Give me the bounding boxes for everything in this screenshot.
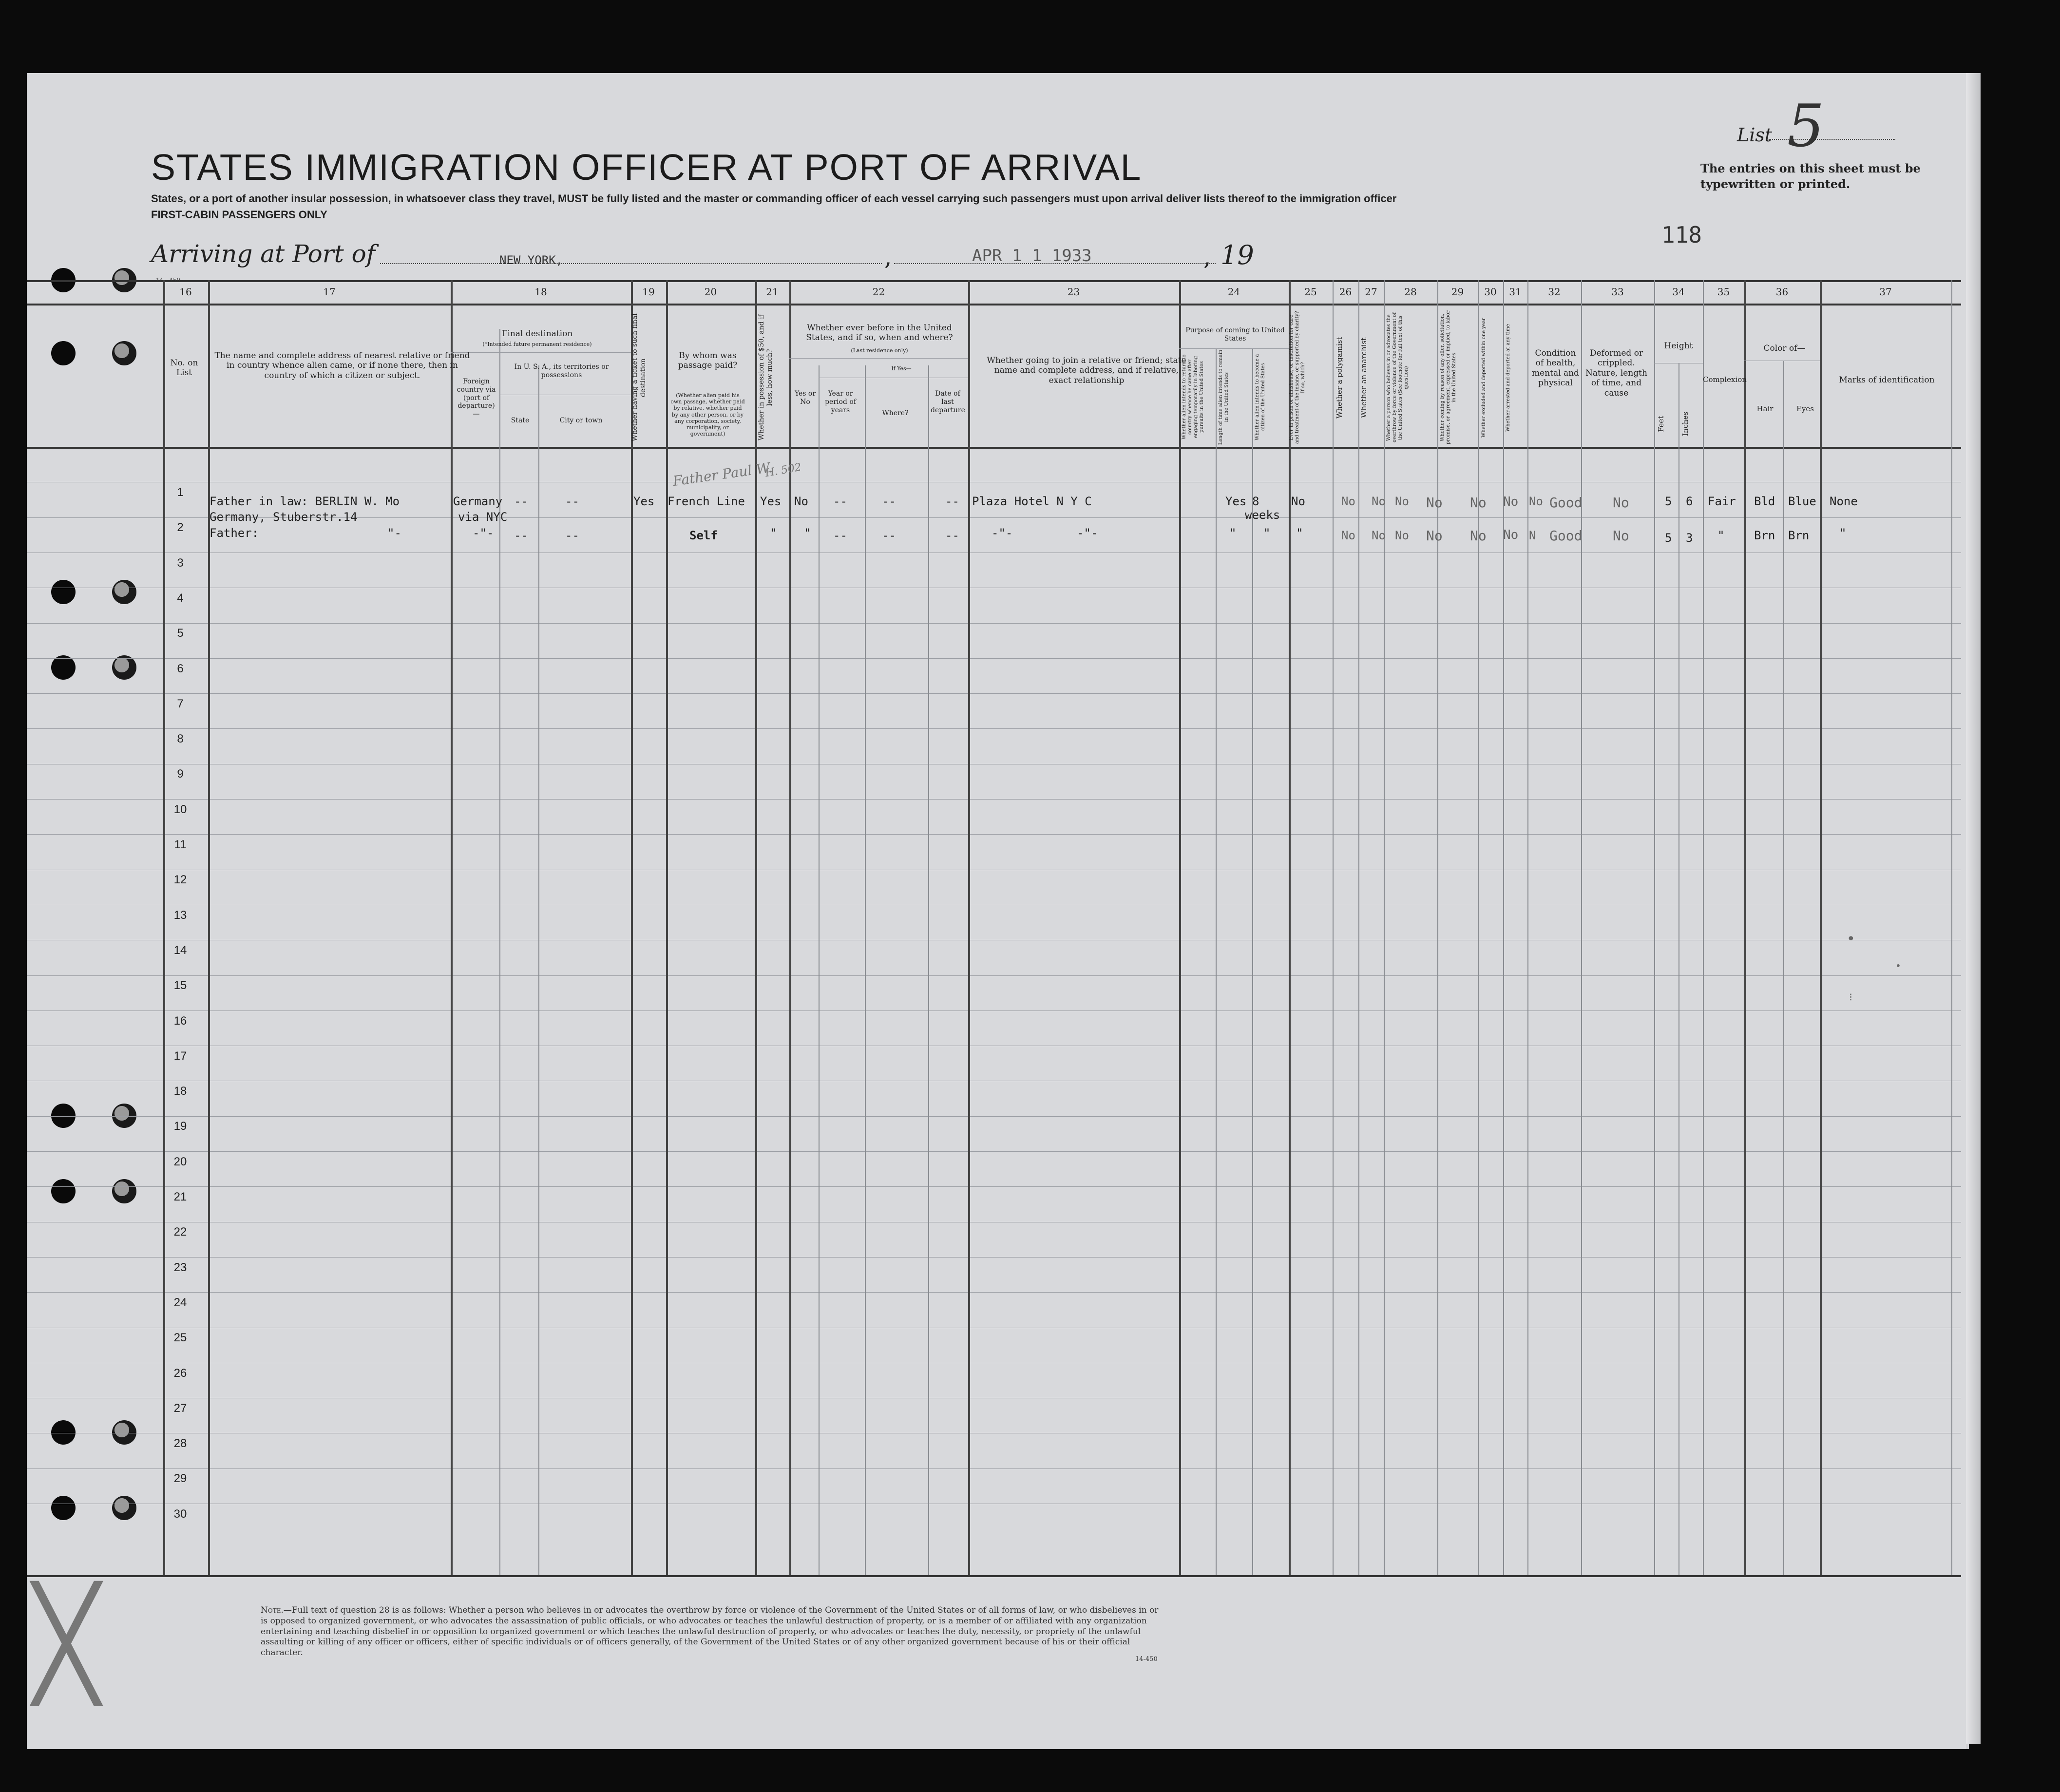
header-foreign-country: Foreign country via (port of departure)— bbox=[457, 378, 496, 419]
row2-anarchist: No bbox=[1395, 529, 1409, 542]
header-city: City or town bbox=[559, 417, 603, 424]
row-number: 9 bbox=[177, 767, 184, 781]
row-number: 24 bbox=[173, 1296, 187, 1309]
header-eyes: Eyes bbox=[1796, 404, 1814, 413]
row1-city: -- bbox=[565, 495, 579, 508]
row1-purpose-length: 8 bbox=[1252, 495, 1259, 508]
row2-passage-paid: Self bbox=[689, 529, 718, 542]
row2-join-relative-ditto: -"- bbox=[1077, 526, 1098, 540]
row-number: 4 bbox=[177, 591, 184, 605]
column-number: 22 bbox=[872, 286, 885, 298]
row-rule bbox=[27, 1292, 1961, 1293]
column-divider bbox=[208, 280, 210, 1575]
header-ever-before: Whether ever before in the United States, and if so, when and where? bbox=[806, 323, 953, 343]
row1-foreign-country: Germany bbox=[453, 495, 503, 508]
header-where: Where? bbox=[882, 409, 909, 417]
row1-relative-line2: Germany, Stuberstr.14 bbox=[210, 510, 358, 524]
handwritten-annotation-code: H. 502 bbox=[764, 461, 802, 480]
header-purpose-return: Whether alien intends to return to country whence he came after engaging temporarily in laboring pursuits in the United States bbox=[1182, 354, 1204, 440]
row-number: 19 bbox=[173, 1120, 187, 1133]
row2-health: Good bbox=[1549, 528, 1583, 544]
header-date-departure: Date of last departure bbox=[931, 390, 965, 414]
header-nearest-relative: The name and complete address of nearest relative or friend in country whence alien came, or if none there, then in country of which a citizen or subject. bbox=[214, 351, 470, 381]
column-divider bbox=[1384, 280, 1385, 1575]
page-title: STATES IMMIGRATION OFFICER AT PORT OF ARRIVAL bbox=[151, 147, 1142, 188]
row-number: 26 bbox=[173, 1366, 187, 1380]
header-polygamist: Whether a polygamist bbox=[1335, 337, 1344, 419]
header-feet: Feet bbox=[1657, 416, 1665, 432]
row-number: 1 bbox=[177, 486, 184, 499]
row-number: 25 bbox=[173, 1331, 187, 1345]
column-divider bbox=[1179, 280, 1181, 1575]
column-number: 28 bbox=[1404, 286, 1417, 298]
row2-deformed: No bbox=[1613, 528, 1629, 544]
header-no-on-list: No. on List bbox=[170, 358, 198, 378]
column-divider bbox=[1333, 280, 1334, 1575]
row-number: 20 bbox=[173, 1155, 187, 1168]
table-top-rule bbox=[27, 280, 1961, 282]
header-join-relative: Whether going to join a relative or friend; state name and complete address, and if relative, exact relationship bbox=[987, 356, 1186, 385]
sub-column-divider bbox=[538, 365, 539, 1575]
row-rule bbox=[27, 693, 1961, 694]
column-number: 33 bbox=[1611, 286, 1624, 298]
row1-height-feet: 5 bbox=[1665, 495, 1672, 508]
column-number: 19 bbox=[642, 286, 655, 298]
column-number: 27 bbox=[1365, 286, 1377, 298]
comma-separator: , bbox=[1203, 244, 1211, 271]
header-inches: Inches bbox=[1681, 411, 1690, 437]
table-bottom-rule bbox=[27, 1575, 1961, 1577]
column-divider bbox=[1289, 280, 1291, 1575]
column-number: 34 bbox=[1672, 286, 1685, 298]
comma-separator: , bbox=[884, 244, 892, 271]
row1-ever-before: No bbox=[794, 495, 808, 508]
header-offer: Whether coming by reason of any offer, solicitation, promise, or agreement, expressed or implied, to labor in the United States bbox=[1440, 310, 1457, 445]
footnote-head: Note. bbox=[261, 1605, 284, 1615]
row-rule bbox=[27, 1010, 1961, 1011]
row1-polygamist: No bbox=[1372, 495, 1386, 508]
row-number: 12 bbox=[173, 873, 187, 887]
row2-arrested: N bbox=[1529, 529, 1536, 542]
row1-eyes: Blue bbox=[1788, 495, 1816, 508]
row1-complexion: Fair bbox=[1708, 495, 1736, 508]
row-number: 29 bbox=[173, 1472, 187, 1486]
row-rule bbox=[27, 834, 1961, 835]
row-rule bbox=[27, 1468, 1961, 1469]
page-number: 118 bbox=[1661, 222, 1702, 248]
header-purpose-citizen: Whether alien intends to become a citizen of the United States bbox=[1255, 354, 1266, 440]
row-number: 11 bbox=[174, 838, 187, 851]
column-divider bbox=[1358, 280, 1359, 1575]
header-in-usa: In U. S. A., its territories or possessions bbox=[514, 363, 609, 379]
footnote bbox=[261, 1605, 1167, 1659]
column-divider bbox=[163, 280, 165, 1575]
column-divider bbox=[1951, 280, 1952, 1575]
row-rule bbox=[27, 799, 1961, 800]
row1-prison: No bbox=[1341, 495, 1355, 508]
header-ticket: Whether having a ticket to such final destination bbox=[631, 313, 647, 442]
column-number-rule bbox=[27, 304, 1961, 305]
header-anarchist: Whether an anarchist bbox=[1359, 337, 1368, 418]
row-number: 10 bbox=[173, 802, 187, 816]
row-number: 23 bbox=[173, 1260, 187, 1274]
column-number: 32 bbox=[1548, 286, 1561, 298]
column-divider bbox=[968, 280, 970, 1575]
row-number: 18 bbox=[173, 1085, 187, 1098]
column-divider bbox=[631, 280, 633, 1575]
row2-where: -- bbox=[882, 529, 896, 542]
row-number: 3 bbox=[177, 556, 184, 570]
column-number: 30 bbox=[1484, 286, 1497, 298]
column-divider bbox=[1478, 280, 1479, 1575]
row-number: 13 bbox=[173, 908, 187, 922]
row2-complexion: " bbox=[1717, 529, 1725, 542]
row2-years: -- bbox=[833, 529, 847, 542]
row1-join-relative: Plaza Hotel N Y C bbox=[972, 495, 1092, 508]
stacked-page-edges bbox=[1966, 73, 1981, 1744]
list-number: 5 bbox=[1787, 93, 1825, 160]
row2-purpose-length: " bbox=[1263, 526, 1271, 540]
row2-relative: Father: bbox=[210, 526, 259, 540]
row-rule bbox=[27, 1151, 1961, 1152]
row2-height-inches: 3 bbox=[1686, 531, 1693, 545]
header-yes-no: Yes or No bbox=[794, 390, 816, 406]
row-rule bbox=[27, 728, 1961, 729]
subtitle-passenger-class: FIRST-CABIN PASSENGERS ONLY bbox=[151, 209, 327, 221]
header-complexion: Complexion bbox=[1703, 375, 1747, 384]
row-number: 15 bbox=[173, 979, 187, 992]
form-code: 14-450 bbox=[1135, 1656, 1158, 1663]
column-number: 21 bbox=[766, 286, 779, 298]
column-divider bbox=[1437, 280, 1438, 1575]
column-divider bbox=[1820, 280, 1822, 1575]
row1-money: Yes bbox=[760, 495, 782, 508]
row2-date-departure: -- bbox=[945, 529, 959, 542]
row2-purpose-citizen: " bbox=[1296, 526, 1303, 540]
list-label: List bbox=[1737, 124, 1773, 146]
row1-deformed: No bbox=[1613, 495, 1629, 511]
row1-where: -- bbox=[882, 495, 896, 508]
header-sub-rule bbox=[789, 358, 968, 359]
row-number: 28 bbox=[173, 1437, 187, 1450]
header-arrested: Whether arrested and deported at any time bbox=[1506, 324, 1511, 432]
header-passage-paid: By whom was passage paid? bbox=[678, 351, 738, 371]
row-number: 17 bbox=[173, 1049, 187, 1063]
sub-column-divider bbox=[1783, 361, 1784, 1575]
header-prison: Ever in prison or almshouse, or institution for care and treatment of the insane, or supported by charity? If so, which? bbox=[1289, 311, 1306, 444]
column-number: 16 bbox=[179, 286, 192, 298]
header-excluded: Whether excluded and deported within one year bbox=[1481, 318, 1487, 438]
row1-hair: Bld bbox=[1754, 495, 1775, 508]
row1-relative-line1: Father in law: BERLIN W. Mo bbox=[210, 495, 400, 508]
subtitle-instructions: States, or a port of another insular possession, in whatsoever class they travel, MUST be fully listed and the master or commanding officer of each vessel carrying such passengers must upon arrival deliver lists thereof to the immigration officer bbox=[151, 192, 1397, 205]
row-number: 5 bbox=[177, 627, 184, 640]
row-rule bbox=[27, 623, 1961, 624]
header-overthrow: Whether a person who believes in or advocates the overthrow by force or violence of the Government of the United States (See footnote for full text of this question) bbox=[1386, 312, 1409, 443]
row2-money: " bbox=[770, 526, 777, 540]
row1-anarchist: No bbox=[1395, 495, 1409, 508]
footnote-text: —Full text of question 28 is as follows: Whether a person who believes in or advocates the overthrow by force or violence of the Government of the United States or of all forms of law, or who disbelieves in or is opposed to organized government, or who advocates the assassination of public officials, or who advocates or teaches the unlawful destruction of property, or is a member of or affiliated with any organization entertaining and teaching disbelief in or opposition to organized government or which teaches the unlawful destruction of property, or who advocates or teaches the duty, necessity, or propriety of the unlawful assaulting or killing of any officer or officers, either of specific individuals or of officers generally, of the Government of the United States or of any other organized government because of his or their official character. bbox=[261, 1605, 1159, 1658]
row1-purpose-length-unit: weeks bbox=[1245, 508, 1280, 522]
header-purpose: Purpose of coming to United States bbox=[1185, 326, 1285, 343]
column-divider bbox=[666, 280, 668, 1575]
sub-column-divider bbox=[1216, 348, 1217, 1575]
row-rule bbox=[27, 1116, 1961, 1117]
smudge-mark: ⁝ bbox=[1849, 991, 1852, 1004]
column-divider bbox=[1503, 280, 1504, 1575]
header-marks: Marks of identification bbox=[1839, 375, 1935, 385]
header-hair: Hair bbox=[1756, 404, 1774, 413]
column-divider bbox=[1654, 280, 1655, 1575]
row2-relative-ditto: "- bbox=[387, 526, 401, 540]
header-state: State bbox=[511, 417, 530, 424]
handwritten-annotation: Father Paul W. bbox=[671, 459, 773, 490]
year-prefix: 19 bbox=[1221, 240, 1254, 270]
row-rule bbox=[27, 1257, 1961, 1258]
row-rule bbox=[27, 975, 1961, 976]
row-number: 22 bbox=[173, 1225, 187, 1239]
row2-prison: No bbox=[1341, 529, 1355, 542]
row1-height-inches: 6 bbox=[1686, 495, 1693, 508]
form-code-top: 14—450 bbox=[156, 277, 181, 284]
column-number: 37 bbox=[1879, 286, 1892, 298]
sub-column-divider bbox=[928, 365, 929, 1575]
row2-overthrow: No bbox=[1426, 528, 1443, 544]
column-number: 17 bbox=[323, 286, 336, 298]
column-number: 29 bbox=[1451, 286, 1464, 298]
column-divider bbox=[1744, 280, 1746, 1575]
row-rule bbox=[27, 1186, 1961, 1187]
row2-excluded: No bbox=[1503, 528, 1519, 542]
column-number: 26 bbox=[1339, 286, 1352, 298]
row-number: 2 bbox=[177, 521, 184, 534]
row-number: 8 bbox=[177, 732, 184, 746]
sub-column-divider bbox=[819, 365, 820, 1575]
header-health: Condition of health, mental and physical bbox=[1532, 348, 1579, 388]
header-bottom-rule bbox=[27, 447, 1961, 449]
typewritten-note: The entries on this sheet must be typewritten or printed. bbox=[1700, 161, 1921, 191]
row1-marks: None bbox=[1830, 495, 1858, 508]
column-number: 25 bbox=[1304, 286, 1317, 298]
row-number: 14 bbox=[173, 943, 187, 957]
row2-ever-before: " bbox=[804, 526, 811, 540]
row1-health: Good bbox=[1549, 495, 1583, 511]
header-deformed: Deformed or crippled. Nature, length of time, and cause bbox=[1585, 348, 1647, 398]
column-divider bbox=[1703, 280, 1704, 1575]
row2-city: -- bbox=[565, 529, 579, 542]
header-years: Year or period of years bbox=[825, 390, 856, 414]
row-rule bbox=[27, 658, 1961, 659]
row-number: 21 bbox=[173, 1190, 187, 1203]
port-underline bbox=[380, 263, 882, 264]
sub-column-divider bbox=[1252, 348, 1253, 1575]
port-value: NEW YORK, bbox=[499, 253, 563, 267]
column-number: 36 bbox=[1775, 286, 1789, 298]
row1-purpose-return: Yes bbox=[1225, 495, 1247, 508]
header-if-yes: If Yes— bbox=[891, 365, 912, 372]
row2-offer: No bbox=[1470, 528, 1487, 544]
row2-polygamist: No bbox=[1372, 529, 1386, 542]
row1-overthrow: No bbox=[1426, 495, 1443, 511]
column-number: 23 bbox=[1067, 286, 1080, 298]
manifest-table bbox=[27, 280, 1961, 1579]
sub-column-divider bbox=[865, 365, 866, 1575]
row1-excluded: No bbox=[1503, 495, 1519, 509]
column-number: 31 bbox=[1509, 286, 1522, 298]
row2-foreign-country: -"- bbox=[473, 526, 494, 540]
row1-arrested: No bbox=[1529, 495, 1543, 508]
row1-state: -- bbox=[514, 495, 528, 508]
header-fifty-dollars: Whether in possession of $50, and if less, how much? bbox=[758, 314, 774, 441]
port-label: Arriving at Port of bbox=[151, 240, 376, 268]
header-final-destination-sub: (*Intended future permanent residence) bbox=[482, 341, 592, 347]
row1-purpose-citizen: No bbox=[1291, 495, 1305, 508]
header-passage-paid-detail: (Whether alien paid his own passage, whether paid by relative, whether paid by any other person, or by any corporation, society, municipality, or government) bbox=[670, 392, 745, 438]
row-number: 16 bbox=[173, 1014, 187, 1028]
column-number: 35 bbox=[1717, 286, 1730, 298]
row-number: 30 bbox=[173, 1507, 187, 1521]
row-number: 6 bbox=[177, 662, 184, 675]
column-divider bbox=[1581, 280, 1582, 1575]
column-number: 18 bbox=[534, 286, 547, 298]
column-number: 24 bbox=[1227, 286, 1240, 298]
row2-purpose-return: " bbox=[1229, 526, 1237, 540]
row1-offer: No bbox=[1470, 495, 1487, 511]
header-final-destination: Final destination bbox=[501, 329, 573, 339]
smudge-mark: • bbox=[1847, 931, 1855, 948]
row2-marks: " bbox=[1839, 526, 1847, 540]
row2-hair: Brn bbox=[1754, 529, 1775, 542]
row1-date-departure: -- bbox=[945, 495, 959, 508]
row1-foreign-via: via NYC bbox=[458, 510, 508, 524]
row2-join-relative: -"- bbox=[992, 526, 1013, 540]
row1-ticket: Yes bbox=[633, 495, 655, 508]
header-color-of: Color of— bbox=[1763, 343, 1806, 353]
row1-years: -- bbox=[833, 495, 847, 508]
row2-height-feet: 5 bbox=[1665, 531, 1672, 545]
column-number: 20 bbox=[704, 286, 717, 298]
smudge-mark: • bbox=[1895, 960, 1901, 972]
row2-state: -- bbox=[514, 529, 528, 542]
header-purpose-length: Length of time alien intends to remain in the United States bbox=[1218, 349, 1229, 445]
row-number: 7 bbox=[177, 697, 184, 710]
handwritten-x-mark: ╳ bbox=[34, 1581, 99, 1706]
column-divider bbox=[1527, 280, 1528, 1575]
row1-passage-paid: French Line bbox=[668, 495, 745, 508]
row2-eyes: Brn bbox=[1788, 529, 1810, 542]
header-last-residence: (Last residence only) bbox=[851, 347, 908, 354]
arrival-date-stamp: APR 1 1 1933 bbox=[972, 246, 1092, 266]
column-divider bbox=[451, 280, 453, 1575]
row-number: 27 bbox=[173, 1401, 187, 1415]
header-sub-rule bbox=[451, 352, 631, 353]
header-height: Height bbox=[1664, 341, 1693, 351]
